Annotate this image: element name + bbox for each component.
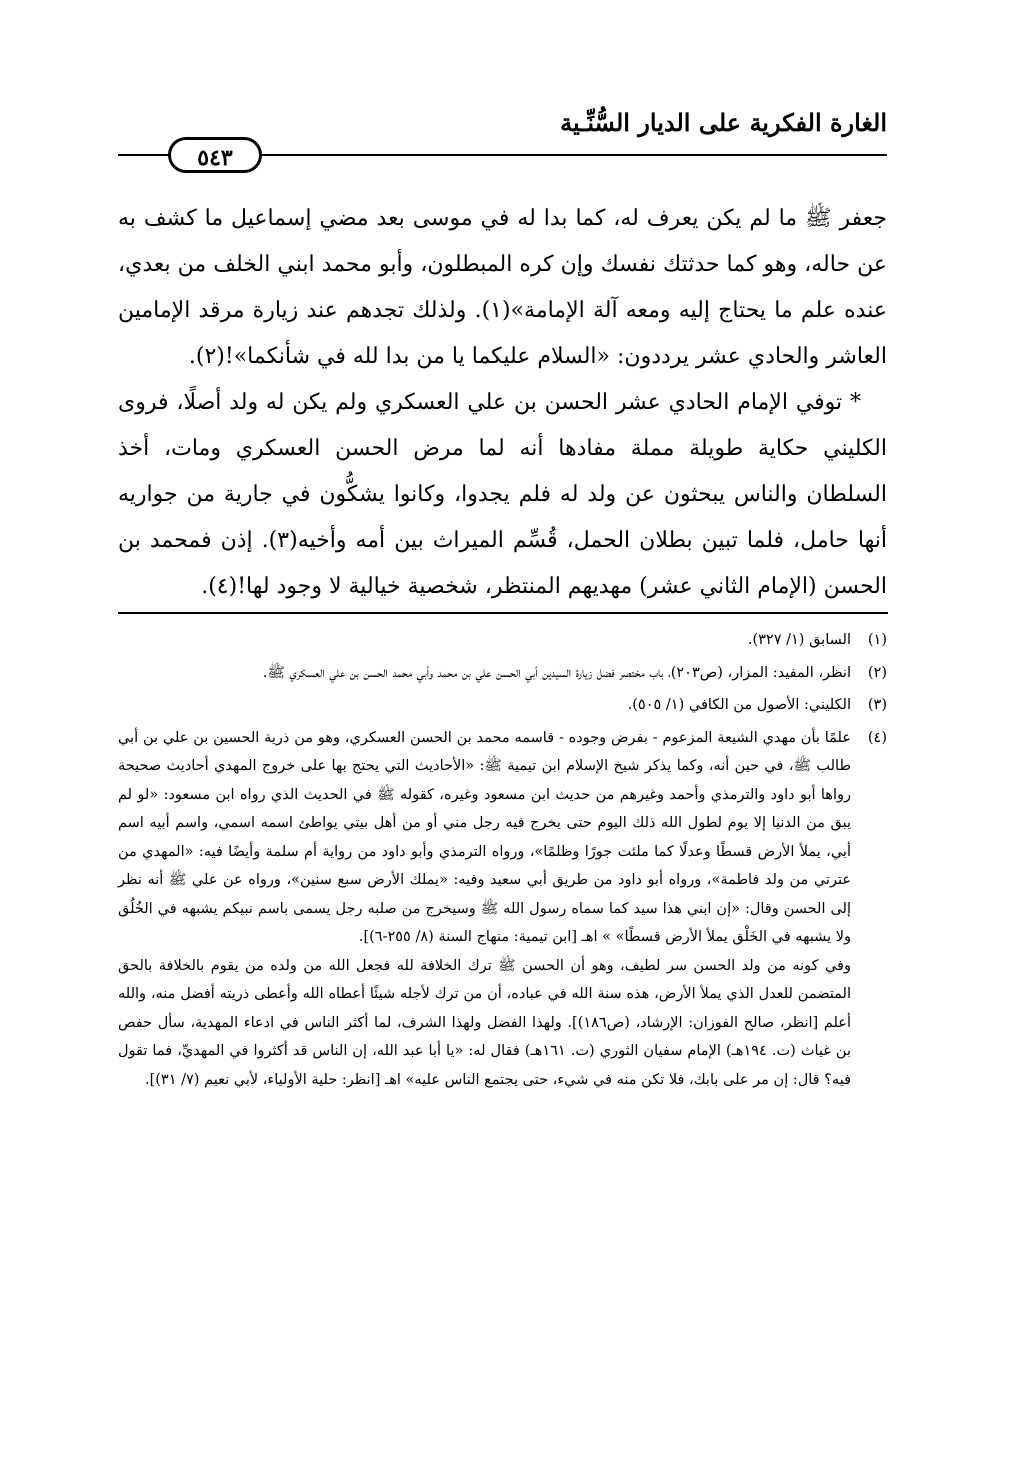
footnote-text [118,724,851,1095]
footnote-number: (٣) [867,697,887,713]
footnote-number: (٤) [867,729,887,746]
footnote [118,724,887,1095]
footnote [118,659,887,688]
footnote-paragraph: انظر، المفيد: المزار، (ص٢٠٣)، باب مختصر فضل زيارة السيدين أبي الحسن علي بن محمد وأبي محمد الحسن بن علي العسكري ﷺ. [262,664,851,681]
footnotes [118,626,887,1098]
footnote-separator [118,612,888,614]
main-text [118,196,887,610]
footnote-paragraph: وفي كونه من ولد الحسن سر لطيف، وهو أن الحسن ﷺ ترك الخلافة لله فجعل الله من ولده من يقوم بالخلافة بالحق المتضمن للعدل الذي يملأ الأرض، هذه سنة الله في عباده، أن من ترك لأجله شيئًا أعطاه الله وأعطى ذريته أفضل منه، والله أعلم [انظر، صالح الفوزان: الإرشاد، (ص١٨٦)]. ولهذا الفضل ولهذا الشرف، لما أكثر الناس في ادعاء المهدية، سأل حفص بن غياث (ت. ١٩٤هـ) الإمام سفيان الثوري (ت. ١٦١هـ) فقال له: «يا أبا عبد الله، إن الناس قد أكثروا في المهديِّ، فما تقول فيه؟ قال: إن مر على بابك، فلا تكن منه في شيء، حتى يجتمع الناس عليه» اهـ [انظر: حلية الأولياء، لأبي نعيم (٧/ ٣١)]. [118,957,851,1088]
footnote-paragraph: الكليني: الأصول من الكافي (١/ ٥٠٥). [627,697,851,713]
footnote-text [118,626,851,655]
page-number-badge: ٥٤٣ [168,137,262,173]
footnote-number: (١) [867,632,887,648]
running-title: الغارة الفكرية على الديار السُّنِّـية [560,108,887,137]
footnote-number: (٢) [867,664,887,681]
footnote-paragraph: علمًا بأن مهدي الشيعة المزعوم - بفرض وجوده - قاسمه محمد بن الحسن العسكري، وهو من ذرية الحسين بن علي بن أبي طالب ﷺ، في حين أنه، وكما يذكر شيخ الإسلام ابن تيمية ﷺ: «الأحاديث التي يحتج بها على خروج المهدي أحاديث صحيحة رواها أبو داود والترمذي وأحمد وغيرهم من حديث ابن مسعود وغيره، كقوله ﷺ في الحديث الذي رواه ابن مسعود: «لو لم يبق من الدنيا إلا يوم لطول الله ذلك اليوم حتى يخرج فيه رجل مني أو من أهل بيتي يواطئ اسمه اسمي، واسم أبيه اسم أبي، يملأ الأرض قسطًا وعدلًا كما ملئت جورًا وظلمًا»، ورواه الترمذي وأبو داود من رواية أم سلمة وأيضًا فيه: «المهدي من عترتي من ولد فاطمة»، ورواه أبو داود من طريق أبي سعيد وفيه: «يملك الأرض سبع سنين»، ورواه عن علي ﷺ أنه نظر إلى الحسن وقال: «إن ابني هذا سيد كما سماه رسول الله ﷺ وسيخرج من صلبه رجل يسمى باسم نبيكم يشبهه في الخُلُق ولا يشبهه في الخَلْق يملأ الأرض قسطًا» » اهـ [ابن تيمية: منهاج السنة (٨/ ٢٥٥-٦)]. [118,729,851,945]
footnote [118,691,887,720]
body-paragraph: * توفي الإمام الحادي عشر الحسن بن علي العسكري ولم يكن له ولد أصلًا، فروى الكليني حكاية طويلة مملة مفادها أنه لما مرض الحسن العسكري ومات، أخذ السلطان والناس يبحثون عن ولد له فلم يجدوا، وكانوا يشكُّون في جارية من جواريه أنها حامل، فلما تبين بطلان الحمل، قُسِّم الميراث بين أمه وأخيه(٣). إذن فمحمد بن الحسن (الإمام الثاني عشر) مهديهم المنتظر، شخصية خيالية لا وجود لها!(٤). [118,390,888,599]
footnote [118,626,887,655]
body-paragraph: جعفر ﷺ ما لم يكن يعرف له، كما بدا له في موسى بعد مضي إسماعيل ما كشف به عن حاله، وهو كما حدثتك نفسك وإن كره المبطلون، وأبو محمد ابني الخلف من بعدي، عنده علم ما يحتاج إليه ومعه آلة الإمامة»(١). ولذلك تجدهم عند زيارة مرقد الإمامين العاشر والحادي عشر يرددون: «السلام عليكما يا من بدا لله في شأنكما»!(٢). [118,206,887,369]
footnote-text [118,691,851,720]
footnote-text [118,659,851,688]
footnote-paragraph: السابق (١/ ٣٢٧). [747,632,851,648]
